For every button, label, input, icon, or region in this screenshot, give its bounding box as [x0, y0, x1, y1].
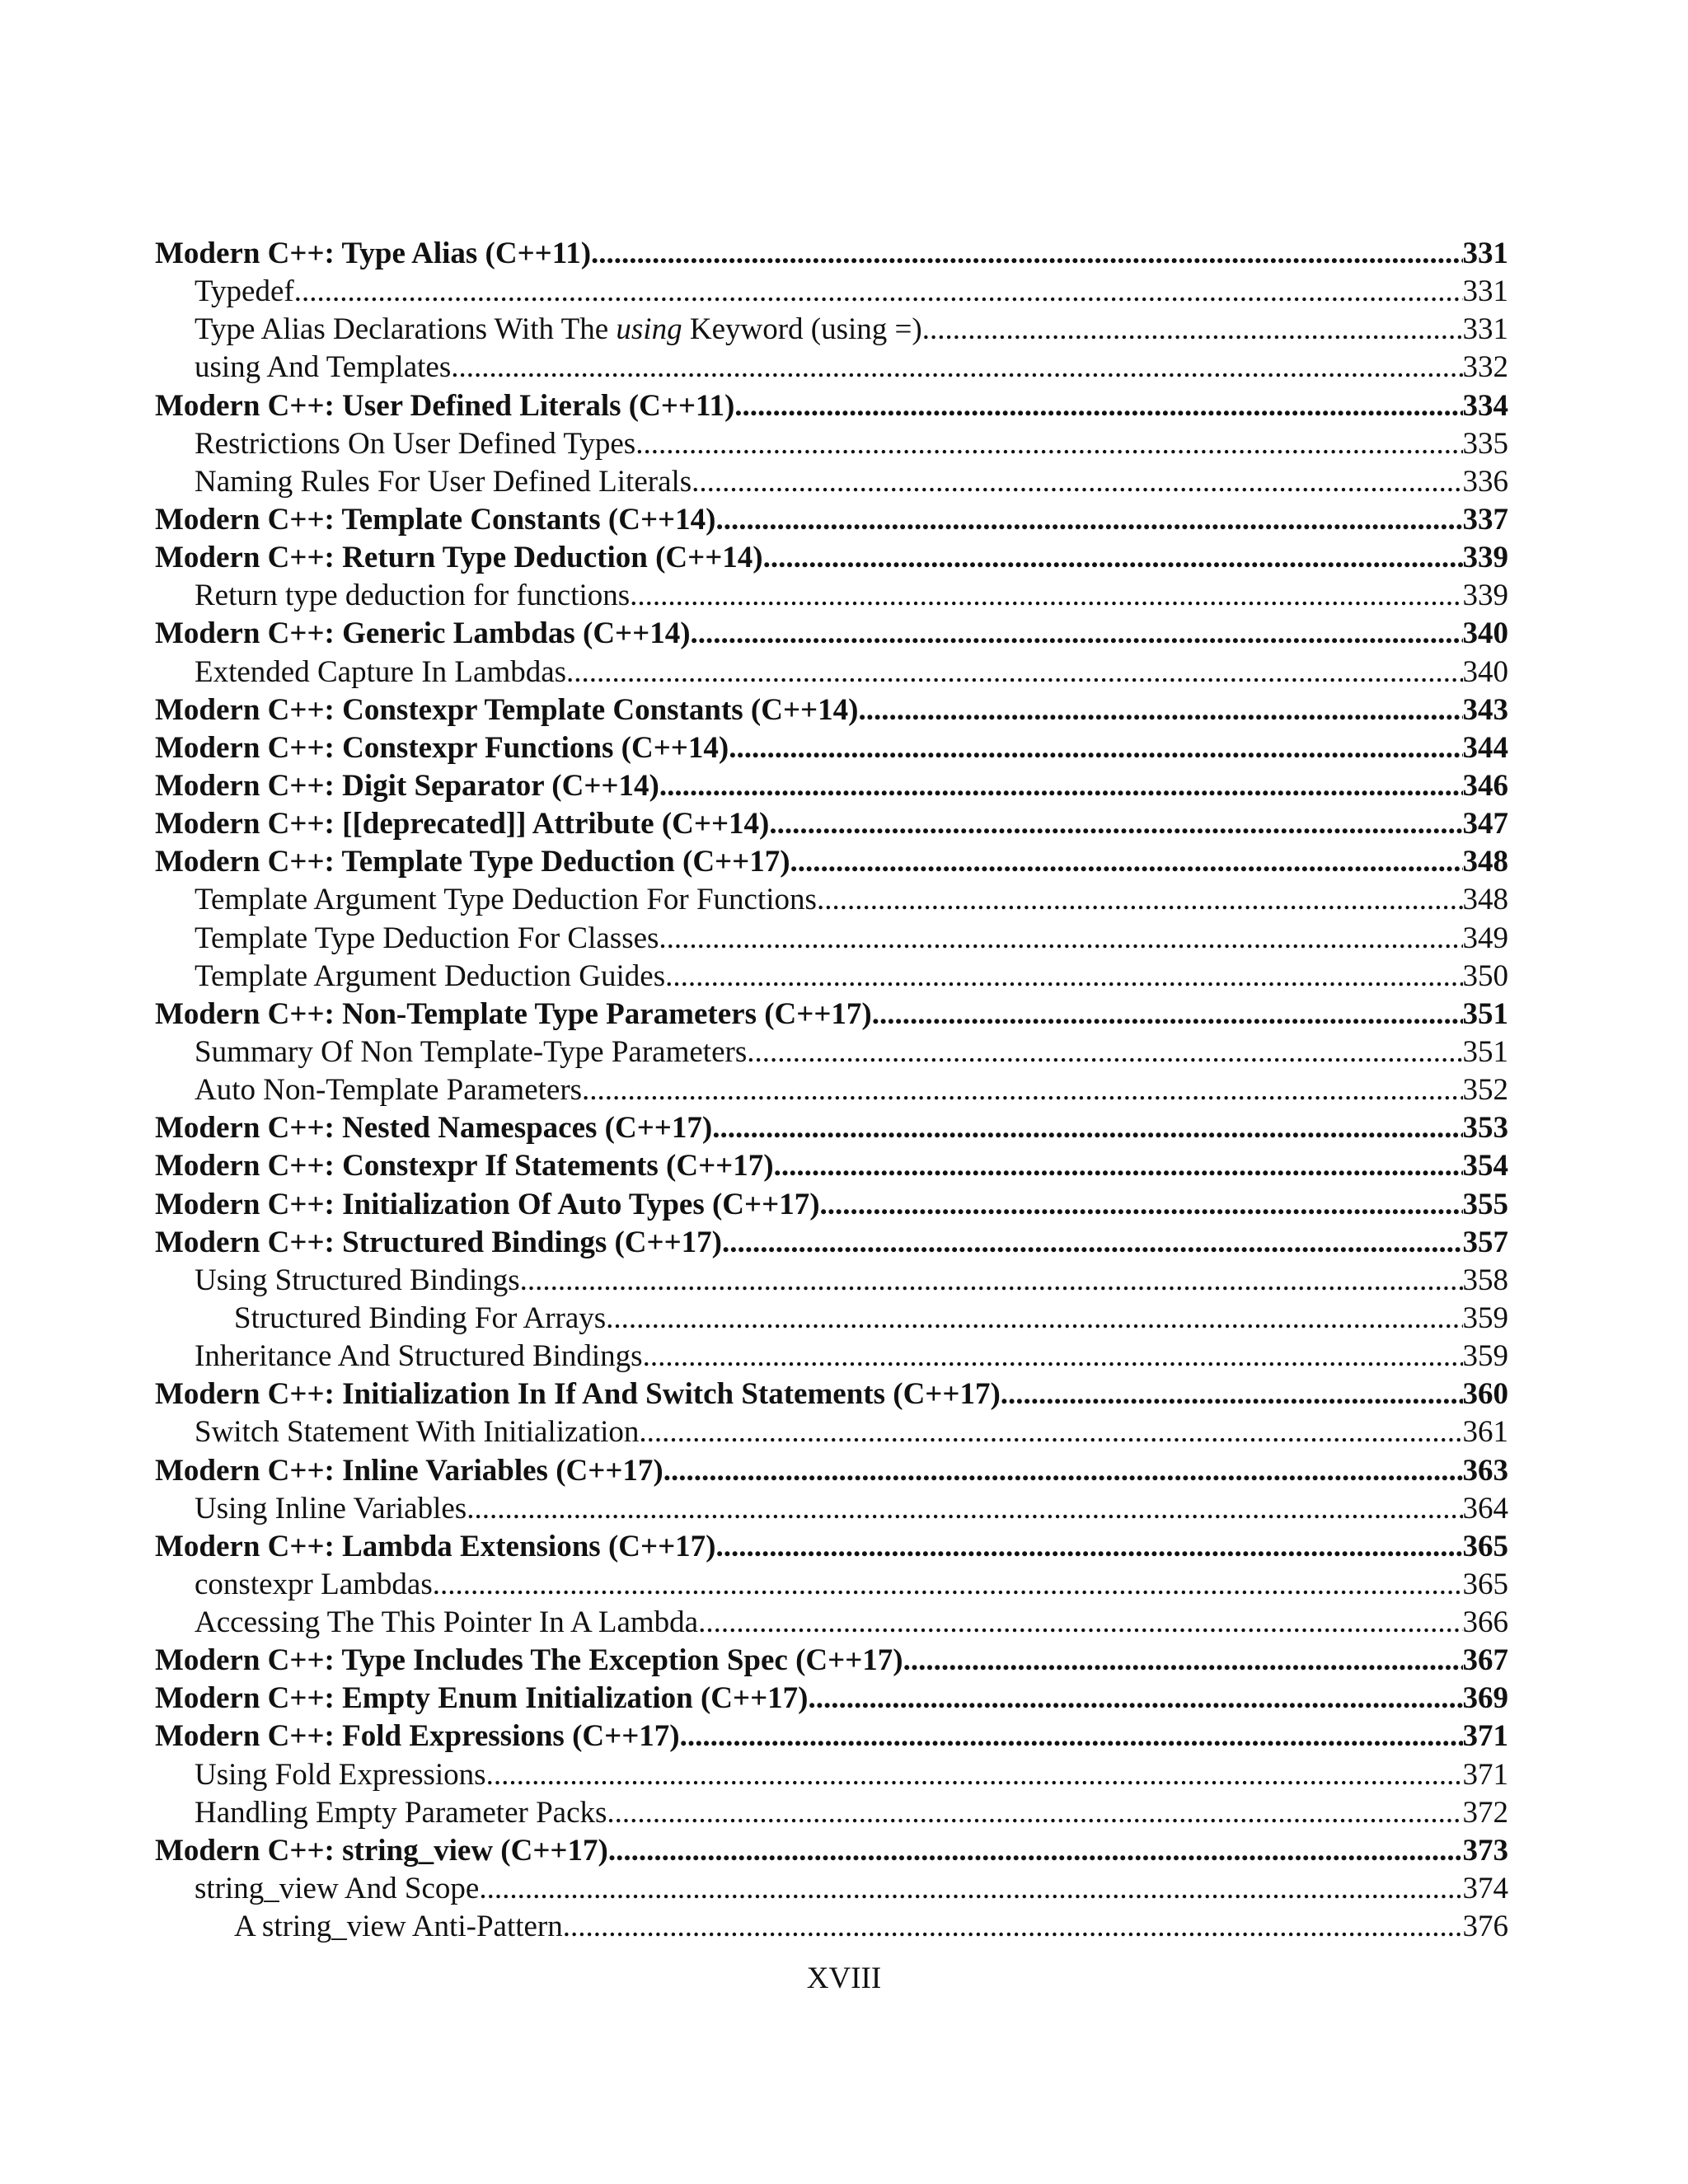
toc-entry[interactable] [155, 1452, 1508, 1490]
dot-leader [486, 1756, 1463, 1794]
dot-leader [639, 1413, 1462, 1451]
dot-leader [734, 387, 1462, 425]
dot-leader [817, 881, 1463, 919]
toc-entry-title: Inheritance And Structured Bindings [195, 1339, 643, 1374]
toc-entry-page: 349 [1462, 921, 1508, 955]
toc-entry-page: 360 [1462, 1377, 1508, 1412]
toc-entry[interactable] [155, 843, 1508, 881]
toc-entry[interactable] [155, 1413, 1508, 1451]
dot-leader [722, 1224, 1462, 1262]
toc-entry[interactable] [155, 920, 1508, 958]
toc-entry[interactable] [155, 1262, 1508, 1300]
toc-entry[interactable] [155, 235, 1508, 273]
toc-entry-page: 373 [1462, 1833, 1508, 1868]
toc-entry-title: Modern C++: Type Alias (C++11) [155, 237, 592, 270]
dot-leader [433, 1566, 1463, 1604]
toc-entry-title: Summary Of Non Template-Type Parameters [195, 1034, 748, 1069]
toc-entry-title: Handling Empty Parameter Packs [195, 1795, 607, 1830]
toc-entry[interactable] [155, 501, 1508, 539]
toc-entry-page: 348 [1462, 845, 1508, 879]
toc-entry-title: Switch Statement With Initialization [195, 1415, 640, 1450]
toc-entry-title: Modern C++: Template Constants (C++14) [155, 502, 716, 537]
toc-entry[interactable] [155, 1642, 1508, 1680]
dot-leader [451, 349, 1462, 387]
toc-entry[interactable] [155, 1870, 1508, 1908]
toc-entry-title: Modern C++: Generic Lambdas (C++14) [155, 616, 691, 651]
toc-entry[interactable] [155, 1832, 1508, 1870]
toc-entry-title: Modern C++: Digit Separator (C++14) [155, 768, 659, 803]
toc-entry-title: Modern C++: Return Type Deduction (C++14) [155, 541, 763, 575]
toc-entry-title: Template Type Deduction For Classes [195, 921, 659, 955]
toc-entry[interactable] [155, 1566, 1508, 1604]
toc-entry-title: Using Fold Expressions [195, 1757, 486, 1792]
toc-entry-page: 358 [1462, 1263, 1508, 1297]
toc-entry-page: 366 [1462, 1605, 1508, 1640]
dot-leader [820, 1186, 1463, 1224]
toc-entry-page: 359 [1462, 1301, 1508, 1335]
toc-entry-title: Modern C++: Constexpr Functions (C++14) [155, 730, 729, 765]
toc-entry[interactable] [155, 767, 1508, 805]
toc-entry[interactable] [155, 425, 1508, 463]
dot-leader [680, 1718, 1463, 1755]
toc-entry-title-part: Type Alias Declarations With The [195, 312, 617, 347]
toc-entry-title: Modern C++: Lambda Extensions (C++17) [155, 1529, 716, 1563]
toc-entry[interactable] [155, 958, 1508, 996]
dot-leader [563, 1908, 1463, 1946]
dot-leader [808, 1680, 1462, 1718]
toc-entry-page: 369 [1462, 1681, 1508, 1716]
dot-leader [774, 1147, 1463, 1185]
dot-leader [858, 691, 1462, 729]
toc-entry[interactable] [155, 1794, 1508, 1832]
toc-entry[interactable] [155, 1680, 1508, 1718]
toc-entry[interactable] [155, 1528, 1508, 1566]
toc-entry-page: 339 [1462, 541, 1508, 575]
toc-entry-title: Modern C++: Fold Expressions (C++17) [155, 1719, 680, 1754]
toc-entry-page: 374 [1462, 1872, 1508, 1906]
toc-entry[interactable] [155, 881, 1508, 919]
toc-entry-page: 346 [1462, 768, 1508, 803]
dot-leader [715, 1528, 1462, 1566]
toc-entry[interactable] [155, 1033, 1508, 1071]
toc-entry-title: Using Inline Variables [195, 1491, 467, 1526]
dot-leader [691, 615, 1463, 653]
toc-entry-title: Modern C++: Inline Variables (C++17) [155, 1453, 663, 1488]
toc-entry-page: 354 [1462, 1149, 1508, 1183]
toc-entry[interactable] [155, 691, 1508, 729]
toc-entry[interactable] [155, 1718, 1508, 1755]
toc-entry[interactable] [155, 1147, 1508, 1185]
dot-leader [922, 311, 1463, 349]
toc-entry-title: Template Argument Deduction Guides [195, 958, 666, 993]
dot-leader [769, 805, 1462, 843]
toc-entry-title: Structured Binding For Arrays [234, 1301, 607, 1335]
toc-entry[interactable] [155, 1109, 1508, 1147]
toc-entry-page: 343 [1462, 692, 1508, 727]
dot-leader [659, 767, 1463, 805]
toc-entry-title: Modern C++: Nested Namespaces (C++17) [155, 1111, 713, 1146]
toc-entry-page: 340 [1462, 654, 1508, 689]
toc-entry[interactable] [155, 1604, 1508, 1642]
toc-entry-page: 331 [1462, 312, 1508, 347]
toc-entry-title [195, 311, 922, 349]
dot-leader [608, 1832, 1463, 1870]
toc-entry-page: 367 [1462, 1643, 1508, 1678]
toc-entry-title: Modern C++: [[deprecated]] Attribute (C++14) [155, 807, 770, 841]
toc-entry-page: 337 [1462, 502, 1508, 537]
dot-leader [566, 654, 1462, 691]
toc-entry-title: Modern C++: Template Type Deduction (C++17) [155, 845, 790, 879]
toc-entry[interactable] [155, 615, 1508, 653]
toc-entry-title: Modern C++: string_view (C++17) [155, 1833, 608, 1868]
toc-entry-page: 332 [1462, 350, 1508, 385]
toc-entry-title: using And Templates [195, 350, 452, 385]
toc-entry-page: 365 [1462, 1567, 1508, 1601]
toc-entry-title: string_view And Scope [195, 1872, 480, 1906]
toc-entry-page: 364 [1462, 1491, 1508, 1526]
dot-leader [729, 729, 1462, 767]
toc-entry-page: 334 [1462, 388, 1508, 423]
dot-leader [715, 501, 1462, 539]
toc-entry[interactable] [155, 1908, 1508, 1946]
toc-entry[interactable] [155, 1071, 1508, 1109]
toc-entry-title: Accessing The This Pointer In A Lambda [195, 1605, 699, 1640]
toc-entry[interactable] [155, 1224, 1508, 1262]
toc-entry[interactable] [155, 654, 1508, 691]
toc-entry[interactable] [155, 463, 1508, 501]
dot-leader [591, 235, 1462, 273]
toc-entry-page: 336 [1462, 464, 1508, 499]
dot-leader [1001, 1376, 1463, 1413]
toc-entry-page: 359 [1462, 1339, 1508, 1374]
toc-entry-page: 352 [1462, 1073, 1508, 1108]
toc-entry[interactable] [155, 1186, 1508, 1224]
dot-leader [607, 1794, 1462, 1832]
toc-entry-page: 361 [1462, 1415, 1508, 1450]
toc-entry[interactable] [155, 1756, 1508, 1794]
toc-entry[interactable] [155, 729, 1508, 767]
dot-leader [763, 539, 1463, 577]
toc-entry-title-part: Keyword (using =) [682, 312, 922, 347]
toc-entry[interactable] [155, 1338, 1508, 1376]
dot-leader [665, 958, 1462, 996]
toc-entry-page: 371 [1462, 1719, 1508, 1754]
toc-entry-page: 331 [1462, 237, 1508, 270]
toc-entry-page: 371 [1462, 1757, 1508, 1792]
toc-entry-title: Template Argument Type Deduction For Functions [195, 883, 817, 917]
toc-entry-title: Naming Rules For User Defined Literals [195, 464, 692, 499]
dot-leader [635, 425, 1462, 463]
toc-entry-title: Modern C++: Structured Bindings (C++17) [155, 1225, 723, 1259]
table-of-contents [155, 235, 1508, 1946]
toc-entry-page: 335 [1462, 426, 1508, 461]
page-number: XVIII [806, 1961, 882, 1995]
toc-entry-page: 340 [1462, 616, 1508, 651]
toc-entry-page: 376 [1462, 1910, 1508, 1944]
toc-entry[interactable] [155, 1300, 1508, 1338]
toc-entry-page: 331 [1462, 274, 1508, 309]
toc-entry[interactable] [155, 349, 1508, 387]
toc-entry-page: 351 [1462, 1034, 1508, 1069]
dot-leader [467, 1490, 1462, 1528]
toc-entry-title: Modern C++: User Defined Literals (C++11) [155, 388, 735, 423]
toc-entry-title: Typedef [195, 274, 294, 309]
dot-leader [294, 273, 1463, 311]
toc-entry[interactable] [155, 577, 1508, 615]
toc-entry-page: 353 [1462, 1111, 1508, 1146]
dot-leader [698, 1604, 1462, 1642]
toc-entry-page: 363 [1462, 1453, 1508, 1488]
dot-leader [643, 1338, 1463, 1376]
toc-entry-title: Modern C++: Initialization Of Auto Types (C++17) [155, 1187, 820, 1221]
toc-entry[interactable] [155, 273, 1508, 311]
dot-leader [630, 577, 1462, 615]
toc-entry-page: 347 [1462, 807, 1508, 841]
toc-entry[interactable] [155, 311, 1508, 349]
toc-entry[interactable] [155, 539, 1508, 577]
toc-entry[interactable] [155, 805, 1508, 843]
toc-entry-page: 365 [1462, 1529, 1508, 1563]
toc-entry-title: Modern C++: Constexpr If Statements (C++17) [155, 1149, 774, 1183]
dot-leader [790, 843, 1463, 881]
toc-entry-title: Modern C++: Initialization In If And Switch Statements (C++17) [155, 1377, 1001, 1412]
dot-leader [712, 1109, 1462, 1147]
toc-entry-title: Using Structured Bindings [195, 1263, 520, 1297]
dot-leader [479, 1870, 1462, 1908]
toc-entry-title: Restrictions On User Defined Types [195, 426, 636, 461]
dot-leader [659, 920, 1462, 958]
toc-entry-title-emphasis: using [616, 312, 682, 347]
toc-entry-title: Modern C++: Non-Template Type Parameters (C++17) [155, 996, 872, 1031]
toc-entry-title: constexpr Lambdas [195, 1567, 433, 1601]
dot-leader [903, 1642, 1463, 1680]
toc-entry[interactable] [155, 1376, 1508, 1413]
dot-leader [582, 1071, 1462, 1109]
toc-entry[interactable] [155, 387, 1508, 425]
dot-leader [747, 1033, 1462, 1071]
toc-entry-page: 351 [1462, 996, 1508, 1031]
toc-entry-page: 344 [1462, 730, 1508, 765]
toc-entry-title: Return type deduction for functions [195, 579, 631, 613]
toc-entry-title: Auto Non-Template Parameters [195, 1073, 583, 1108]
dot-leader [663, 1452, 1463, 1490]
toc-entry-page: 339 [1462, 579, 1508, 613]
dot-leader [872, 996, 1463, 1033]
toc-entry[interactable] [155, 1490, 1508, 1528]
toc-entry-page: 350 [1462, 958, 1508, 993]
dot-leader [520, 1262, 1463, 1300]
toc-entry-title: Extended Capture In Lambdas [195, 654, 567, 689]
toc-entry-page: 372 [1462, 1795, 1508, 1830]
toc-entry[interactable] [155, 996, 1508, 1033]
toc-entry-page: 357 [1462, 1225, 1508, 1259]
toc-entry-title: Modern C++: Type Includes The Exception Spec (C++17) [155, 1643, 903, 1678]
toc-entry-title: Modern C++: Constexpr Template Constants (C++14) [155, 692, 859, 727]
toc-entry-title: Modern C++: Empty Enum Initialization (C++17) [155, 1681, 809, 1716]
toc-entry-page: 355 [1462, 1187, 1508, 1221]
toc-entry-title: A string_view Anti-Pattern [234, 1910, 563, 1944]
toc-entry-page: 348 [1462, 883, 1508, 917]
dot-leader [606, 1300, 1462, 1338]
dot-leader [692, 463, 1462, 501]
